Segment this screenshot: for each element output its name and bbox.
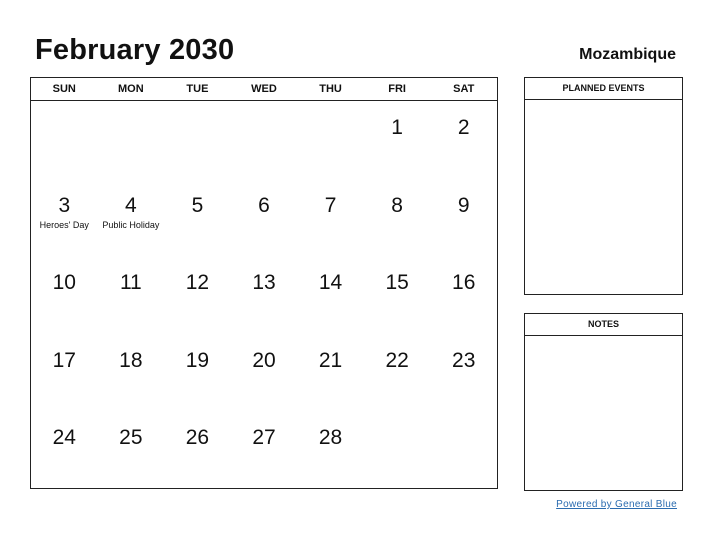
country-label: Mozambique: [579, 46, 676, 63]
day-cell: [31, 101, 98, 179]
weekday-sun: SUN: [52, 83, 76, 95]
day-number: 13: [252, 271, 276, 295]
day-number: 23: [452, 348, 476, 372]
day-cell: [164, 101, 231, 179]
day-number: 11: [119, 271, 142, 295]
day-cell: [364, 334, 431, 412]
day-number: [297, 101, 364, 116]
day-number: 1: [391, 116, 403, 139]
holiday-label: Heroes' Day: [39, 219, 89, 230]
day-number: 14: [318, 271, 343, 295]
day-number: 25: [119, 426, 143, 450]
day-number: 20: [252, 348, 276, 372]
calendar-days: [31, 101, 497, 489]
day-cell: [231, 101, 298, 179]
day-cell: [231, 179, 298, 257]
day-cell: [31, 334, 98, 412]
day-cell: [297, 256, 364, 334]
day-cell: [430, 179, 497, 257]
day-number: [430, 411, 497, 426]
day-number: 21: [318, 348, 343, 372]
day-number: 3: [58, 193, 71, 217]
day-cell: [231, 256, 298, 334]
day-cell: [297, 334, 364, 412]
day-cell: [164, 334, 231, 412]
day-cell: [364, 256, 431, 334]
day-number: [164, 101, 231, 116]
weekday-wed: WED: [251, 83, 277, 95]
weekday-fri: FRI: [388, 83, 406, 95]
day-number: 10: [52, 271, 76, 295]
day-number: [364, 411, 431, 426]
day-cell: [164, 411, 231, 489]
day-number: 17: [52, 348, 76, 372]
notes-title: NOTES: [525, 314, 682, 336]
day-cell: [364, 179, 431, 257]
day-cell: [430, 256, 497, 334]
day-number: 15: [385, 271, 409, 295]
day-cell: [98, 411, 165, 489]
day-cell: [98, 256, 165, 334]
day-cell: [297, 101, 364, 179]
day-number: 26: [185, 426, 210, 450]
day-cell: [364, 101, 431, 179]
day-number: 8: [391, 193, 403, 217]
day-cell: [98, 101, 165, 179]
day-cell: [31, 179, 98, 257]
page-title: February 2030: [35, 34, 235, 66]
day-number: 18: [119, 348, 143, 372]
day-number: 4: [125, 193, 137, 217]
day-cell: [297, 179, 364, 257]
planned-events-panel: [524, 77, 683, 295]
day-cell: [297, 411, 364, 489]
day-cell: [31, 411, 98, 489]
day-cell: [430, 334, 497, 412]
day-cell: [98, 334, 165, 412]
weekday-mon: MON: [118, 83, 144, 95]
holiday-label: Public Holiday: [102, 219, 160, 230]
day-cell: [231, 411, 298, 489]
day-number: 19: [185, 348, 210, 372]
day-number: 2: [457, 116, 470, 139]
weekday-thu: THU: [319, 83, 342, 95]
day-cell: [31, 256, 98, 334]
day-number: 28: [318, 426, 343, 450]
planned-events-title: PLANNED EVENTS: [525, 78, 682, 100]
day-cell: [430, 101, 497, 179]
day-number: [31, 101, 98, 116]
day-cell: [164, 256, 231, 334]
day-number: 22: [385, 348, 409, 372]
weekday-tue: TUE: [186, 83, 209, 95]
day-number: 24: [52, 426, 76, 450]
day-number: 12: [185, 271, 210, 295]
day-number: [98, 101, 165, 116]
calendar-grid: [30, 77, 498, 489]
day-cell: [164, 179, 231, 257]
day-cell: [98, 179, 165, 257]
day-cell: [231, 334, 298, 412]
day-number: 9: [457, 193, 470, 217]
weekday-header: [31, 78, 497, 101]
day-number: [231, 101, 298, 116]
day-number: 27: [252, 426, 276, 450]
powered-by-link[interactable]: Powered by General Blue: [556, 499, 677, 510]
day-number: 7: [324, 193, 337, 217]
day-cell: [364, 411, 431, 489]
day-number: 16: [452, 271, 476, 295]
day-number: 6: [258, 193, 270, 217]
day-number: 5: [191, 193, 204, 217]
weekday-sat: SAT: [453, 83, 475, 95]
day-cell: [430, 411, 497, 489]
notes-panel: [524, 313, 683, 491]
